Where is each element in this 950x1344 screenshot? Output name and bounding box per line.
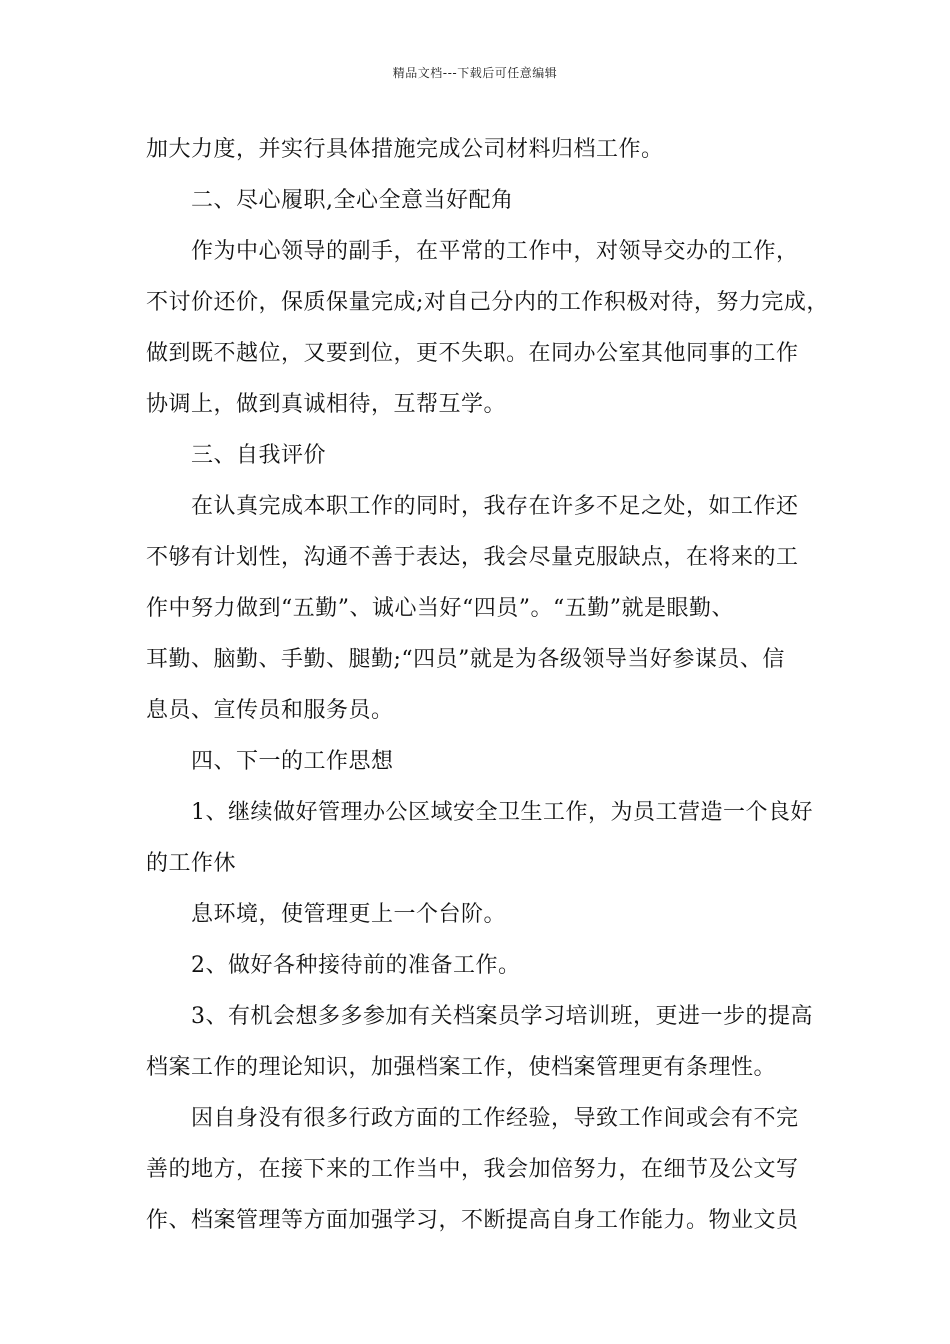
text-line: 协调上，做到真诚相待，互帮互学。: [146, 392, 507, 417]
text-line: 耳勤、脑勤、手勤、腿勤;“四员”就是为各级领导当好参谋员、信: [146, 647, 785, 672]
text-line: 不讨价还价，保质保量完成;对自己分内的工作积极对待，努力完成，: [146, 290, 829, 315]
page-header: 精品文档---下载后可任意编辑: [392, 66, 558, 80]
text-line: 作为中心领导的副手，在平常的工作中，对领导交办的工作，: [191, 239, 799, 264]
section-heading: 三、自我评价: [191, 443, 327, 468]
list-item: 3、有机会想多多参加有关档案员学习培训班，更进一步的提高: [191, 1004, 813, 1029]
list-item: 1、继续做好管理办公区域安全卫生工作，为员工营造一个良好: [191, 800, 813, 825]
text-line: 不够有计划性，沟通不善于表达，我会尽量克服缺点，在将来的工: [146, 545, 799, 570]
document-body: [146, 128, 836, 1250]
section-heading: 四、下一的工作思想: [191, 749, 394, 774]
text-line: 因自身没有很多行政方面的工作经验，导致工作间或会有不完: [191, 1106, 799, 1131]
section-heading: 二、尽心履职,全心全意当好配角: [191, 188, 514, 213]
text-line: 作、档案管理等方面加强学习，不断提高自身工作能力。物业文员: [146, 1208, 799, 1233]
text-line: 息员、宣传员和服务员。: [146, 698, 394, 723]
text-line: 在认真完成本职工作的同时，我存在许多不足之处，如工作还: [191, 494, 799, 519]
text-line: 的工作休: [146, 851, 237, 876]
text-line: 档案工作的理论知识，加强档案工作，使档案管理更有条理性。: [146, 1055, 777, 1080]
text-line: 做到既不越位，又要到位，更不失职。在同办公室其他同事的工作: [146, 341, 799, 366]
text-line: 作中努力做到“五勤”、诚心当好“四员”。“五勤”就是眼勤、: [146, 596, 734, 621]
text-line: 善的地方，在接下来的工作当中，我会加倍努力，在细节及公文写: [146, 1157, 799, 1182]
text-line: 息环境，使管理更上一个台阶。: [191, 902, 507, 927]
list-item: 2、做好各种接待前的准备工作。: [191, 953, 521, 978]
text-line: 加大力度，并实行具体措施完成公司材料归档工作。: [146, 137, 664, 162]
